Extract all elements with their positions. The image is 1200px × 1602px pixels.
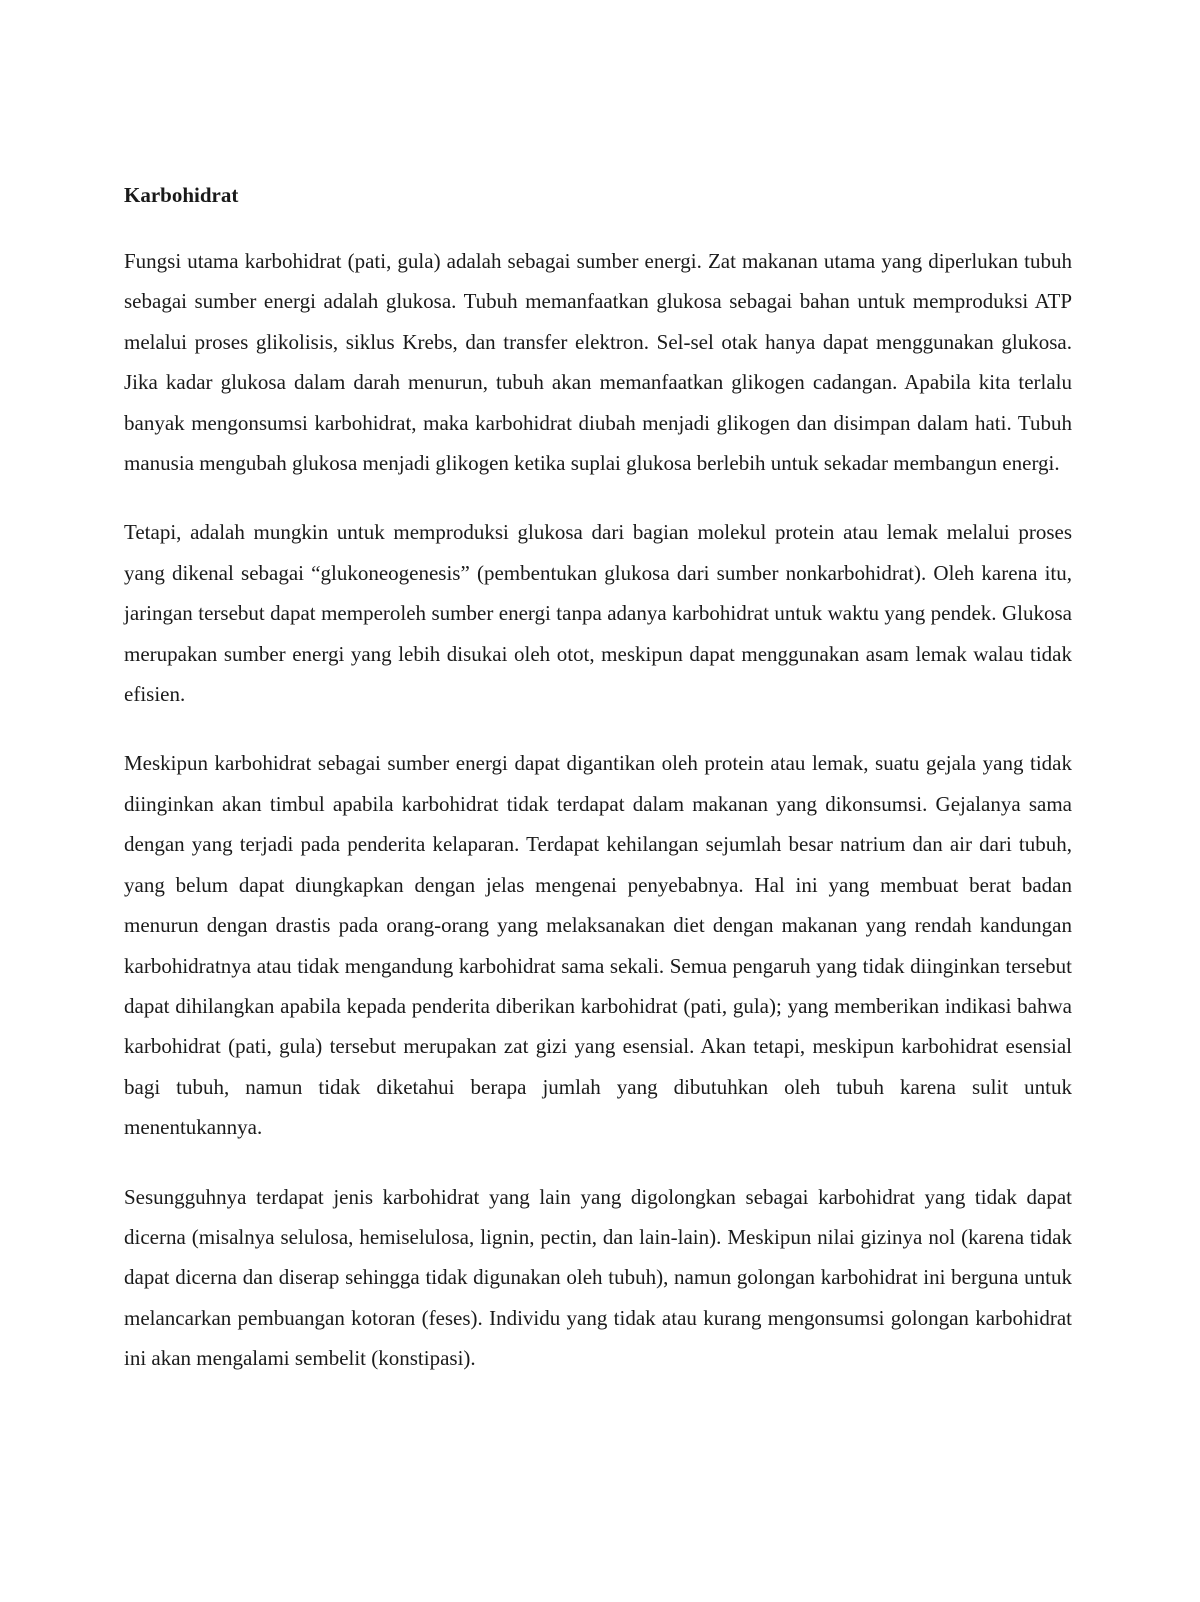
paragraph-4: Sesungguhnya terdapat jenis karbohidrat yang lain yang digolongkan sebagai karbohidrat yang tidak dapat dicerna (misalnya selulosa, hemiselulosa, lignin, pectin, dan lain-lain). Meskipun nilai gizinya nol (karena tidak dapat dicerna dan diserap sehingga tidak digunakan oleh tubuh), namun golongan karbohidrat ini berguna untuk melancarkan pembuangan kotoran (feses). Individu yang tidak atau kurang mengonsumsi golongan karbohidrat ini akan mengalami sembelit (konstipasi). <box>124 1184 1072 1371</box>
paragraph-2: Tetapi, adalah mungkin untuk memproduksi glukosa dari bagian molekul protein atau lemak melalui proses yang dikenal sebagai “glukoneogenesis” (pembentukan glukosa dari sumber nonkarbohidrat). Oleh karena itu, jaringan tersebut dapat memperoleh sumber energi tanpa adanya karbohidrat untuk waktu yang pendek. Glukosa merupakan sumber energi yang lebih disukai oleh otot, meskipun dapat menggunakan asam lemak walau tidak efisien. <box>124 520 1072 707</box>
section-heading: Karbohidrat <box>124 183 239 207</box>
paragraph-1: Fungsi utama karbohidrat (pati, gula) adalah sebagai sumber energi. Zat makanan utama yang diperlukan tubuh sebagai sumber energi adalah glukosa. Tubuh memanfaatkan glukosa sebagai bahan untuk memproduksi ATP melalui proses glikolisis, siklus Krebs, dan transfer elektron. Sel-sel otak hanya dapat menggunakan glukosa. Jika kadar glukosa dalam darah menurun, tubuh akan memanfaatkan glikogen cadangan. Apabila kita terlalu banyak mengonsumsi karbohidrat, maka karbohidrat diubah menjadi glikogen dan disimpan dalam hati. Tubuh manusia mengubah glukosa menjadi glikogen ketika suplai glukosa berlebih untuk sekadar membangun energi. <box>124 249 1072 476</box>
paragraph-3: Meskipun karbohidrat sebagai sumber energi dapat digantikan oleh protein atau lemak, suatu gejala yang tidak diinginkan akan timbul apabila karbohidrat tidak terdapat dalam makanan yang dikonsumsi. Gejalanya sama dengan yang terjadi pada penderita kelaparan. Terdapat kehilangan sejumlah besar natrium dan air dari tubuh, yang belum dapat diungkapkan dengan jelas mengenai penyebabnya. Hal ini yang membuat berat badan menurun dengan drastis pada orang-orang yang melaksanakan diet dengan makanan yang rendah kandungan karbohidratnya atau tidak mengandung karbohidrat sama sekali. Semua pengaruh yang tidak diinginkan tersebut dapat dihilangkan apabila kepada penderita diberikan karbohidrat (pati, gula); yang memberikan indikasi bahwa karbohidrat (pati, gula) tersebut merupakan zat gizi yang esensial. Akan tetapi, meskipun karbohidrat esensial bagi tubuh, namun tidak diketahui berapa jumlah yang dibutuhkan oleh tubuh karena sulit untuk menentukannya. <box>124 751 1072 1140</box>
document-body <box>124 178 1072 1408</box>
